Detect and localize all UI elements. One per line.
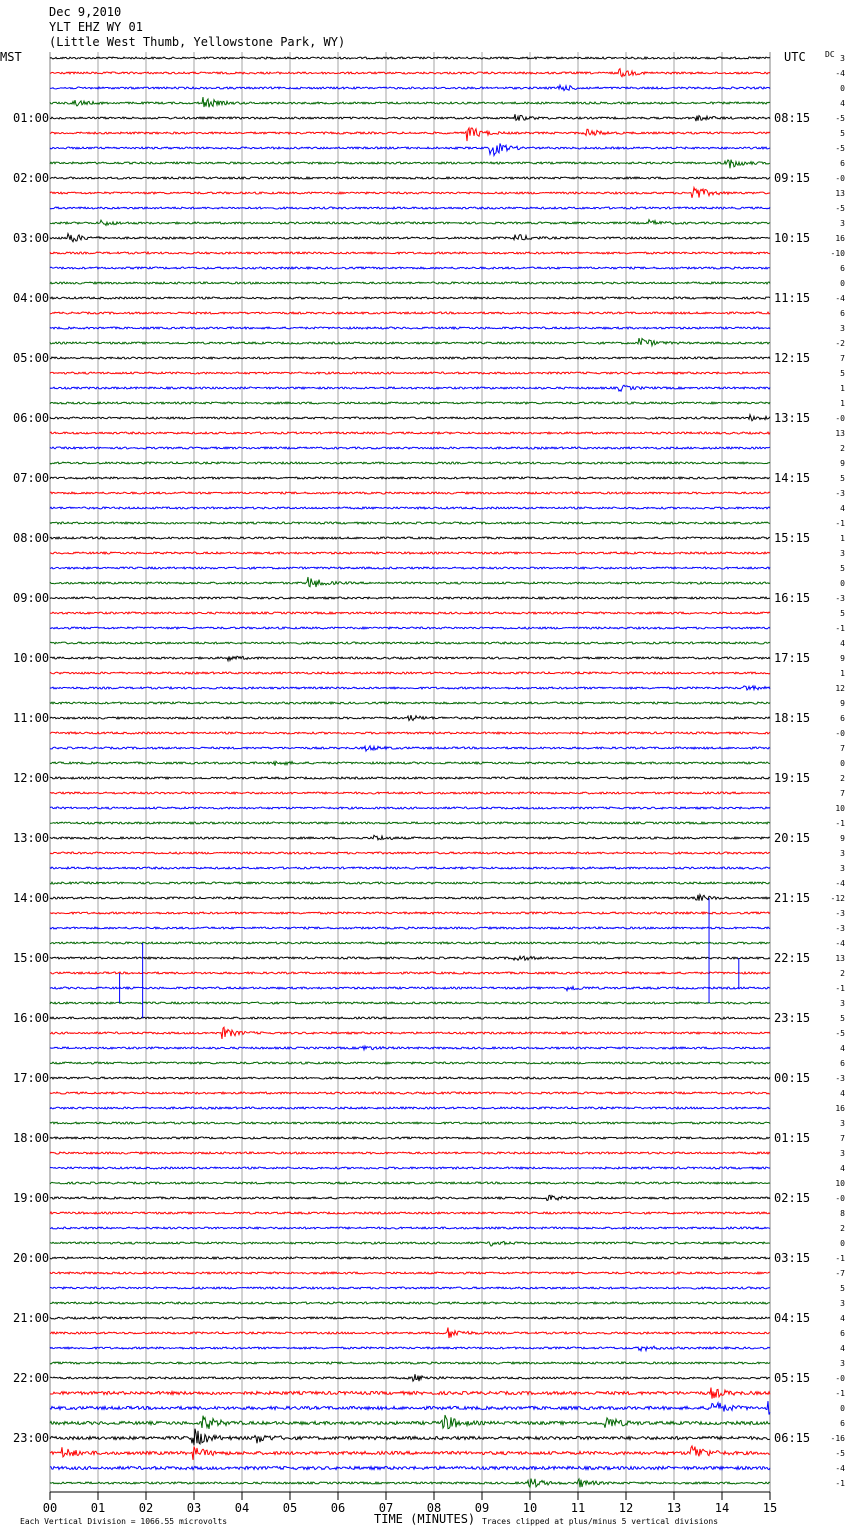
trace-line	[50, 537, 770, 539]
trace-line	[50, 1446, 770, 1460]
trace-line	[50, 807, 770, 809]
dc-offset-label: 12	[835, 684, 845, 693]
trace-line	[50, 656, 770, 660]
right-hour-label: 19:15	[774, 771, 811, 785]
x-tick-label: 04	[234, 1501, 250, 1515]
trace-line	[50, 1346, 770, 1351]
trace-line	[50, 234, 770, 242]
trace-line	[50, 552, 770, 554]
dc-offset-label: -16	[830, 1434, 845, 1443]
dc-offset-label: 5	[840, 474, 845, 483]
trace-line	[50, 1401, 770, 1414]
dc-offset-label: 4	[840, 99, 845, 108]
dc-offset-label: 3	[840, 864, 845, 873]
dc-offset-label: 7	[840, 744, 845, 753]
trace-line	[50, 746, 770, 751]
trace-line	[50, 567, 770, 569]
trace-line	[50, 1152, 770, 1154]
dc-offset-label: 9	[840, 699, 845, 708]
trace-line	[50, 1002, 770, 1004]
dc-offset-label: 3	[840, 219, 845, 228]
dc-offset-label: 2	[840, 969, 845, 978]
dc-offset-label: 0	[840, 1239, 845, 1248]
dc-offset-label: 5	[840, 1284, 845, 1293]
dc-offset-label: 5	[840, 609, 845, 618]
left-hour-label: 20:00	[13, 1251, 50, 1265]
dc-offset-label: 1	[840, 534, 845, 543]
dc-offset-label: 5	[840, 1014, 845, 1023]
dc-offset-label: 9	[840, 459, 845, 468]
left-hour-label: 13:00	[13, 831, 50, 845]
header-location: (Little West Thumb, Yellowstone Park, WY)	[49, 35, 346, 49]
trace-line	[50, 114, 770, 121]
trace-line	[50, 1388, 770, 1399]
left-hour-label: 12:00	[13, 771, 50, 785]
trace-line	[50, 822, 770, 824]
x-tick-label: 10	[522, 1501, 538, 1515]
x-tick-label: 06	[330, 1501, 346, 1515]
dc-offset-label: -4	[835, 939, 845, 948]
dc-offset-label: 3	[840, 549, 845, 558]
trace-line	[50, 1092, 770, 1094]
dc-offset-label: 13	[835, 189, 845, 198]
trace-line	[50, 1374, 770, 1381]
dc-offset-label: -0	[835, 729, 845, 738]
trace-line	[50, 732, 770, 734]
trace-line	[50, 372, 770, 374]
dc-offset-label: 2	[840, 1224, 845, 1233]
dc-offset-label: -10	[830, 249, 845, 258]
trace-line	[50, 492, 770, 494]
trace-line	[50, 1062, 770, 1064]
trace-line	[50, 1466, 770, 1469]
trace-line	[50, 852, 770, 854]
right-hour-label: 04:15	[774, 1311, 811, 1325]
trace-line	[50, 1317, 770, 1319]
trace-line	[50, 956, 770, 960]
dc-offset-label: 0	[840, 279, 845, 288]
trace-line	[50, 702, 770, 704]
trace-line	[50, 207, 770, 209]
dc-offset-label: 4	[840, 1044, 845, 1053]
trace-line	[50, 1287, 770, 1289]
trace-line	[50, 1479, 770, 1488]
dc-offset-label: 0	[840, 84, 845, 93]
trace-line	[50, 1195, 770, 1200]
trace-line	[50, 792, 770, 794]
right-hour-label: 05:15	[774, 1371, 811, 1385]
dc-offset-label: 6	[840, 1059, 845, 1068]
dc-offset-label: 7	[840, 1134, 845, 1143]
right-hour-label: 20:15	[774, 831, 811, 845]
right-hour-label: 23:15	[774, 1011, 811, 1025]
dc-offset-label: -1	[835, 624, 845, 633]
trace-line	[50, 1212, 770, 1214]
dc-offset-label: 5	[840, 564, 845, 573]
trace-line	[50, 522, 770, 524]
dc-offset-label: 2	[840, 774, 845, 783]
trace-line	[50, 1017, 770, 1019]
x-tick-label: 11	[570, 1501, 586, 1515]
dc-offset-label: 13	[835, 429, 845, 438]
dc-offset-labels	[831, 54, 846, 1488]
trace-line	[50, 927, 770, 929]
trace-line	[50, 220, 770, 226]
x-tick-label: 02	[138, 1501, 154, 1515]
left-hour-label: 17:00	[13, 1071, 50, 1085]
right-hour-label: 03:15	[774, 1251, 811, 1265]
right-hour-label: 21:15	[774, 891, 811, 905]
trace-line	[50, 507, 770, 509]
left-hour-label: 03:00	[13, 231, 50, 245]
trace-line	[50, 1415, 770, 1429]
trace-line	[50, 882, 770, 884]
dc-offset-label: 1	[840, 669, 845, 678]
dc-offset-label: 4	[840, 1314, 845, 1323]
trace-line	[50, 1027, 770, 1039]
dc-offset-label: -5	[835, 204, 845, 213]
dc-label: DC	[825, 50, 835, 59]
trace-line	[50, 338, 770, 346]
dc-offset-label: -5	[835, 1029, 845, 1038]
seismic-traces	[50, 57, 770, 1487]
trace-line	[50, 57, 770, 59]
right-hour-label: 06:15	[774, 1431, 811, 1445]
right-hour-labels	[774, 111, 810, 1445]
trace-line	[50, 177, 770, 179]
trace-line	[50, 972, 770, 974]
dc-offset-label: -3	[835, 909, 845, 918]
left-hour-label: 04:00	[13, 291, 50, 305]
dc-offset-label: 7	[840, 789, 845, 798]
dc-offset-label: 5	[840, 129, 845, 138]
left-hour-label: 09:00	[13, 591, 50, 605]
right-hour-label: 12:15	[774, 351, 811, 365]
trace-line	[50, 1272, 770, 1274]
trace-line	[50, 385, 770, 391]
trace-line	[50, 85, 770, 90]
x-tick-label: 03	[186, 1501, 202, 1515]
dc-offset-label: 6	[840, 159, 845, 168]
dc-offset-label: 3	[840, 1359, 845, 1368]
trace-line	[50, 282, 770, 284]
dc-offset-label: 4	[840, 1089, 845, 1098]
trace-line	[50, 160, 770, 169]
dc-offset-label: -5	[835, 1449, 845, 1458]
header-station: YLT EHZ WY 01	[49, 20, 143, 34]
right-timezone-label: UTC	[784, 50, 806, 64]
dc-offset-label: 8	[840, 1209, 845, 1218]
dc-offset-label: 10	[835, 804, 845, 813]
trace-line	[50, 415, 770, 421]
dc-offset-label: 6	[840, 264, 845, 273]
left-hour-label: 14:00	[13, 891, 50, 905]
dc-offset-label: -4	[835, 294, 845, 303]
trace-line	[50, 627, 770, 629]
dc-offset-label: 9	[840, 654, 845, 663]
trace-line	[50, 895, 770, 901]
dc-offset-label: 4	[840, 1164, 845, 1173]
trace-line	[50, 835, 770, 840]
trace-line	[50, 1362, 770, 1364]
dc-offset-label: 4	[840, 1344, 845, 1353]
right-hour-label: 11:15	[774, 291, 811, 305]
dc-offset-label: 3	[840, 324, 845, 333]
left-hour-label: 22:00	[13, 1371, 50, 1385]
right-hour-label: 22:15	[774, 951, 811, 965]
x-tick-label: 09	[474, 1501, 490, 1515]
x-tick-label: 14	[714, 1501, 730, 1515]
left-hour-label: 19:00	[13, 1191, 50, 1205]
footer-clip-note: Traces clipped at plus/minus 5 vertical divisions	[482, 1517, 719, 1526]
dc-offset-label: 1	[840, 384, 845, 393]
left-hour-label: 01:00	[13, 111, 50, 125]
dc-offset-label: 3	[840, 1149, 845, 1158]
dc-offset-label: -2	[835, 339, 845, 348]
dc-offset-label: -4	[835, 1464, 845, 1473]
left-hour-label: 21:00	[13, 1311, 50, 1325]
trace-line	[50, 672, 770, 674]
dc-offset-label: -12	[830, 894, 845, 903]
dc-offset-label: 6	[840, 1419, 845, 1428]
dc-offset-label: 3	[840, 1299, 845, 1308]
dc-offset-label: 0	[840, 759, 845, 768]
right-hour-label: 17:15	[774, 651, 811, 665]
trace-line	[50, 1122, 770, 1124]
trace-line	[50, 267, 770, 269]
dc-offset-label: -3	[835, 924, 845, 933]
x-tick-label: 01	[90, 1501, 106, 1515]
right-hour-label: 02:15	[774, 1191, 811, 1205]
dc-offset-label: -1	[835, 519, 845, 528]
trace-line	[50, 402, 770, 404]
x-tick-label: 15	[762, 1501, 778, 1515]
dc-offset-label: 0	[840, 1404, 845, 1413]
x-tick-label: 05	[282, 1501, 298, 1515]
trace-line	[50, 69, 770, 77]
trace-line	[50, 1167, 770, 1169]
dc-offset-label: -1	[835, 984, 845, 993]
x-tick-label: 12	[618, 1501, 634, 1515]
trace-line	[50, 686, 770, 690]
trace-line	[50, 912, 770, 914]
trace-line	[50, 1429, 770, 1446]
trace-line	[50, 447, 770, 449]
dc-offset-label: 0	[840, 579, 845, 588]
x-axis-label: TIME (MINUTES)	[374, 1512, 476, 1526]
trace-line	[50, 1241, 770, 1246]
trace-line	[50, 97, 770, 107]
x-tick-label: 08	[426, 1501, 442, 1515]
left-hour-label: 07:00	[13, 471, 50, 485]
trace-line	[50, 477, 770, 479]
left-hour-label: 18:00	[13, 1131, 50, 1145]
trace-line	[50, 327, 770, 329]
dc-offset-label: 2	[840, 444, 845, 453]
left-hour-label: 08:00	[13, 531, 50, 545]
left-hour-label: 15:00	[13, 951, 50, 965]
dc-offset-label: 1	[840, 399, 845, 408]
trace-line	[50, 1182, 770, 1184]
dc-offset-label: 4	[840, 639, 845, 648]
trace-line	[50, 1328, 770, 1339]
trace-line	[50, 1077, 770, 1079]
x-tick-label: 07	[378, 1501, 394, 1515]
trace-line	[50, 462, 770, 464]
dc-offset-label: 3	[840, 1119, 845, 1128]
trace-line	[50, 777, 770, 779]
right-hour-label: 10:15	[774, 231, 811, 245]
trace-line	[50, 577, 770, 587]
trace-line	[50, 128, 770, 141]
right-hour-label: 14:15	[774, 471, 811, 485]
trace-line	[50, 597, 770, 599]
dc-offset-label: -1	[835, 819, 845, 828]
trace-line	[50, 143, 770, 155]
dc-offset-label: -1	[835, 1479, 845, 1488]
trace-line	[50, 612, 770, 614]
right-hour-label: 13:15	[774, 411, 811, 425]
trace-line	[50, 297, 770, 299]
trace-line	[50, 642, 770, 644]
trace-line	[50, 867, 770, 869]
dc-offset-label: -3	[835, 594, 845, 603]
x-tick-label: 00	[42, 1501, 58, 1515]
dc-offset-label: -7	[835, 1269, 845, 1278]
left-timezone-label: MST	[0, 50, 22, 64]
dc-offset-label: 6	[840, 1329, 845, 1338]
trace-line	[50, 1046, 770, 1050]
dc-offset-label: -0	[835, 414, 845, 423]
trace-line	[50, 715, 770, 720]
dc-offset-label: -3	[835, 1074, 845, 1083]
right-hour-label: 08:15	[774, 111, 811, 125]
trace-line	[50, 1257, 770, 1259]
right-hour-label: 18:15	[774, 711, 811, 725]
x-tick-label: 13	[666, 1501, 682, 1515]
trace-line	[50, 1137, 770, 1139]
dc-offset-label: 7	[840, 354, 845, 363]
trace-line	[50, 357, 770, 359]
right-hour-label: 00:15	[774, 1071, 811, 1085]
trace-line	[50, 252, 770, 254]
dc-offset-label: 16	[835, 1104, 845, 1113]
right-hour-label: 09:15	[774, 171, 811, 185]
right-hour-label: 15:15	[774, 531, 811, 545]
dc-offset-label: 5	[840, 369, 845, 378]
dc-offset-label: 6	[840, 714, 845, 723]
dc-offset-label: 3	[840, 999, 845, 1008]
trace-line	[50, 942, 770, 944]
footer-scale-note: Each Vertical Division = 1066.55 microvolts	[20, 1517, 228, 1526]
trace-line	[50, 1227, 770, 1229]
left-hour-labels	[13, 111, 49, 1445]
trace-line	[50, 188, 770, 198]
dc-offset-label: 9	[840, 834, 845, 843]
header-date: Dec 9,2010	[49, 5, 122, 19]
dc-offset-label: 6	[840, 309, 845, 318]
left-hour-label: 10:00	[13, 651, 50, 665]
right-hour-label: 01:15	[774, 1131, 811, 1145]
dc-offset-label: -4	[835, 69, 845, 78]
dc-offset-label: -1	[835, 1254, 845, 1263]
trace-line	[50, 1302, 770, 1304]
dc-offset-label: 16	[835, 234, 845, 243]
dc-offset-label: -1	[835, 1389, 845, 1398]
dc-offset-label: -0	[835, 1374, 845, 1383]
dc-offset-label: -5	[835, 114, 845, 123]
dc-offset-label: -0	[835, 174, 845, 183]
left-hour-label: 16:00	[13, 1011, 50, 1025]
trace-line	[50, 987, 770, 991]
dc-offset-label: -0	[835, 1194, 845, 1203]
trace-line	[50, 432, 770, 434]
dc-offset-label: 13	[835, 954, 845, 963]
dc-offset-label: -4	[835, 879, 845, 888]
left-hour-label: 05:00	[13, 351, 50, 365]
dc-offset-label: 10	[835, 1179, 845, 1188]
dc-offset-label: 3	[840, 54, 845, 63]
left-hour-label: 02:00	[13, 171, 50, 185]
dc-offset-label: -5	[835, 144, 845, 153]
left-hour-label: 11:00	[13, 711, 50, 725]
dc-offset-label: 3	[840, 849, 845, 858]
trace-line	[50, 312, 770, 314]
right-hour-label: 16:15	[774, 591, 811, 605]
trace-line	[50, 1107, 770, 1109]
dc-offset-label: -3	[835, 489, 845, 498]
dc-offset-label: 4	[840, 504, 845, 513]
trace-line	[50, 761, 770, 765]
left-hour-label: 06:00	[13, 411, 50, 425]
left-hour-label: 23:00	[13, 1431, 50, 1445]
